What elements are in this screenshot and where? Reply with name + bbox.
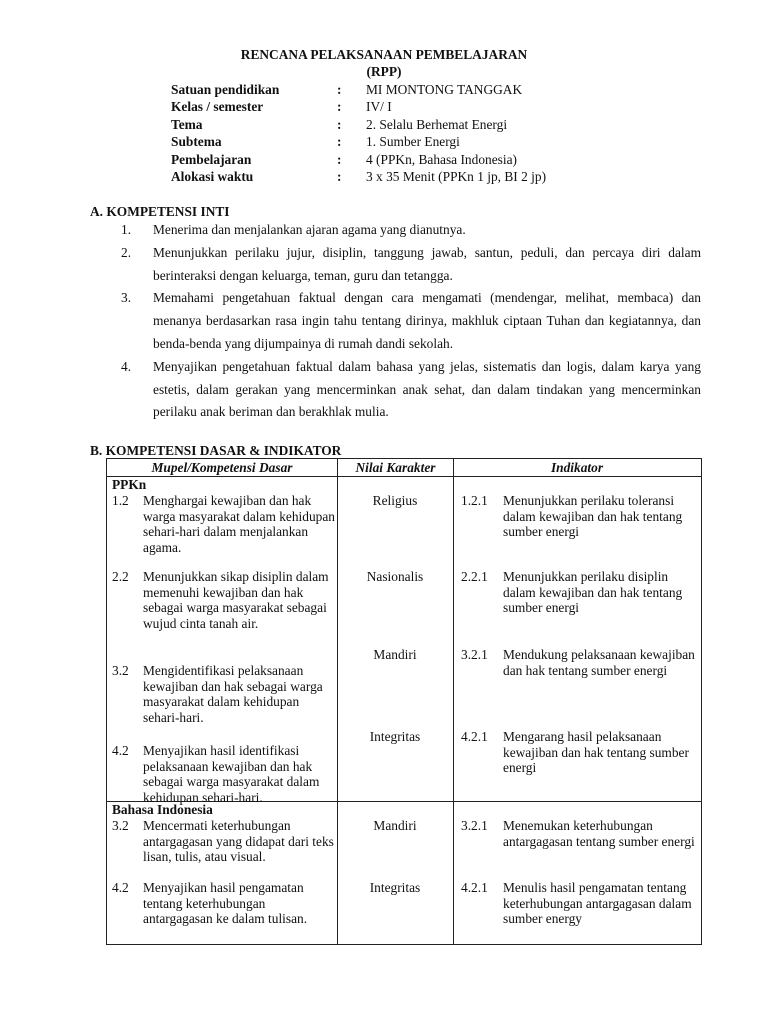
indicator-text: Mendukung pelaksanaan kewajiban dan hak tentang sumber energi	[503, 647, 695, 678]
meta-row	[171, 151, 546, 168]
kd-number: 3.2	[112, 663, 129, 678]
table-row	[107, 647, 701, 729]
list-text: Menyajikan pengetahuan faktual dalam bahasa yang jelas, sistematis dan logis, dalam karya yang estetis, dalam gerakan yang mencerminkan anak sehat, dan dalam tindakan yang mencerminkan perilaku anak beriman dan berakhlak mulia.	[153, 358, 701, 420]
meta-value: IV/ I	[366, 99, 392, 115]
subject-name: Bahasa Indonesia	[112, 802, 213, 817]
section-a-heading: A. KOMPETENSI INTI	[90, 204, 230, 219]
meta-row	[171, 116, 546, 133]
meta-colon: :	[337, 116, 342, 132]
kompetensi-inti-list	[121, 219, 701, 424]
kd-number: 4.2	[112, 880, 129, 895]
document-title: RENCANA PELAKSANAAN PEMBELAJARAN	[240, 47, 528, 62]
nilai-karakter: Integritas	[369, 729, 421, 744]
indicator-number: 4.2.1	[461, 880, 488, 895]
list-item	[121, 219, 701, 242]
subject-name: PPKn	[112, 477, 147, 492]
indicator-text: Menulis hasil pengamatan tentang keterhubungan antargagasan dalam sumber energy	[503, 880, 692, 927]
table-header	[107, 459, 701, 477]
table-row	[107, 729, 701, 805]
kd-text: Menunjukkan sikap disiplin dalam memenuhi kewajiban dan hak sebagai warga masyarakat sebagai wujud cinta tanah air.	[143, 569, 329, 631]
meta-colon: :	[337, 82, 342, 97]
list-item	[121, 356, 701, 424]
table-row	[107, 818, 701, 880]
meta-row	[171, 133, 546, 150]
section-b-heading: B. KOMPETENSI DASAR & INDIKATOR	[90, 443, 342, 458]
kd-number: 4.2	[112, 743, 129, 758]
list-text: Memahami pengetahuan faktual dengan cara mengamati (mendengar, melihat, membaca) dan menanya berdasarkan rasa ingin tahu tentang dirinya, makhluk ciptaan Tuhan dan kegiatannya, dan benda-benda yang dijumpainya di rumah dandi sekolah.	[153, 290, 701, 351]
indicator-number: 1.2.1	[461, 493, 488, 508]
nilai-karakter: Mandiri	[373, 818, 417, 833]
column-header: Mupel/Kompetensi Dasar	[107, 459, 338, 476]
meta-value: 4 (PPKn, Bahasa Indonesia)	[366, 151, 517, 167]
kd-number: 1.2	[112, 493, 129, 508]
meta-label: Alokasi waktu	[171, 168, 254, 184]
indicator-number: 3.2.1	[461, 647, 488, 662]
kd-text: Menyajikan hasil identifikasi pelaksanaan kewajiban dan hak sebagai warga masyarakat dalam kehidupan sehari-hari.	[143, 743, 320, 805]
meta-value: 3 x 35 Menit (PPKn 1 jp, BI 2 jp)	[366, 168, 547, 184]
meta-row	[171, 168, 546, 185]
meta-label: Tema	[171, 116, 203, 132]
indicator-text: Menunjukkan perilaku toleransi dalam kewajiban dan hak tentang sumber energi	[503, 493, 683, 540]
meta-value: 2. Selalu Berhemat Energi	[366, 116, 508, 132]
nilai-karakter: Religius	[372, 493, 418, 508]
table-row	[107, 493, 701, 569]
list-text: Menunjukkan perilaku jujur, disiplin, tanggung jawab, santun, peduli, dan percaya diri dalam berinteraksi dengan keluarga, teman, guru dan tetangga.	[153, 244, 701, 283]
meta-label: Pembelajaran	[171, 151, 252, 167]
indicator-number: 4.2.1	[461, 729, 488, 744]
nilai-karakter: Integritas	[369, 880, 421, 895]
indicator-text: Menemukan keterhubungan antargagasan tentang sumber energi	[503, 818, 695, 849]
indicator-number: 2.2.1	[461, 569, 488, 584]
meta-label: Kelas / semester	[171, 99, 264, 115]
meta-colon: :	[337, 134, 342, 150]
list-number: 1.	[121, 222, 132, 237]
kd-number: 3.2	[112, 818, 129, 833]
list-number: 3.	[121, 290, 132, 306]
kompetensi-dasar-table	[106, 458, 702, 945]
indicator-text: Mengarang hasil pelaksanaan kewajiban dan hak tentang sumber energi	[503, 729, 689, 776]
meta-value: 1. Sumber Energi	[366, 134, 460, 150]
document-subtitle: (RPP)	[366, 64, 402, 79]
kd-text: Menyajikan hasil pengamatan tentang keterhubungan antargagasan ke dalam tulisan.	[143, 880, 308, 927]
subject-block-bahasa-indonesia	[107, 802, 701, 944]
meta-row	[171, 98, 546, 115]
column-header: Nilai Karakter	[338, 459, 454, 476]
indicator-number: 3.2.1	[461, 818, 488, 833]
kd-text: Mencermati keterhubungan antargagasan yang didapat dari teks lisan, tulis, atau visual.	[143, 818, 334, 865]
meta-label: Subtema	[171, 134, 222, 150]
indicator-text: Menunjukkan perilaku disiplin dalam kewajiban dan hak tentang sumber energi	[503, 569, 683, 616]
meta-label: Satuan pendidikan	[171, 82, 280, 97]
kd-text: Menghargai kewajiban dan hak warga masyarakat dalam kehidupan sehari-hari dalam menjalankan agama.	[143, 493, 335, 555]
list-item	[121, 242, 701, 288]
meta-colon: :	[337, 168, 342, 184]
table-row	[107, 880, 701, 944]
subject-block-ppkn	[107, 477, 701, 805]
list-number: 4.	[121, 358, 132, 374]
kd-text: Mengidentifikasi pelaksanaan kewajiban dan hak sebagai warga masyarakat dalam kehidupan sehari-hari.	[143, 663, 323, 725]
nilai-karakter: Nasionalis	[366, 569, 424, 584]
column-header: Indikator	[550, 460, 604, 475]
identity-block	[171, 81, 546, 185]
kd-number: 2.2	[112, 569, 129, 584]
meta-colon: :	[337, 99, 342, 115]
meta-colon: :	[337, 151, 342, 167]
list-text: Menerima dan menjalankan ajaran agama yang dianutnya.	[153, 222, 466, 237]
list-item	[121, 287, 701, 355]
table-row	[107, 569, 701, 647]
nilai-karakter: Mandiri	[373, 647, 417, 662]
meta-value: MI MONTONG TANGGAK	[366, 82, 523, 97]
list-number: 2.	[121, 244, 132, 260]
meta-row	[171, 81, 546, 98]
